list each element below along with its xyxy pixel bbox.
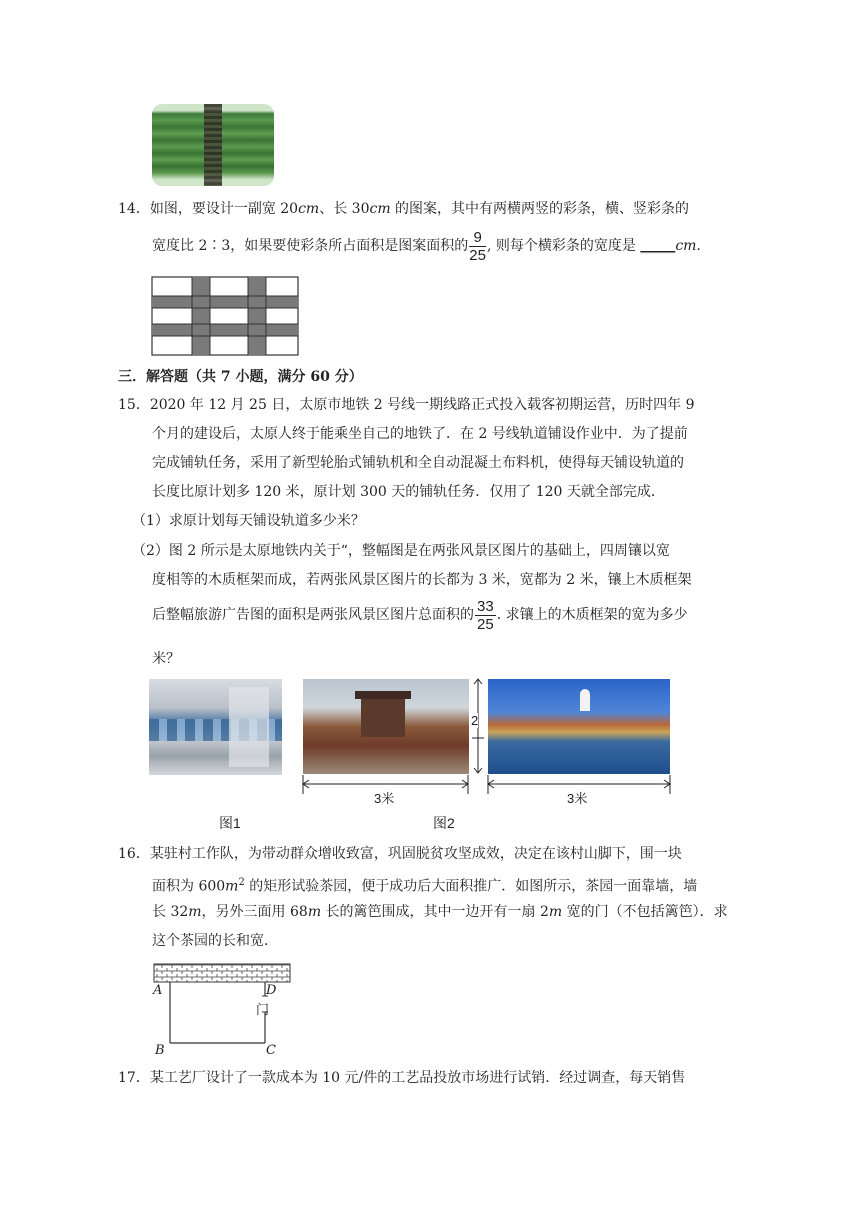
dimension-lines xyxy=(300,676,678,800)
unit-cm: cm xyxy=(298,201,320,217)
point-label-c: C xyxy=(266,1043,276,1058)
fraction-numerator: 9 xyxy=(469,229,486,247)
section-title: 三．解答题（共 7 小题，满分 60 分） xyxy=(118,369,363,385)
door-label: 门 xyxy=(256,1003,270,1018)
unit-m: m xyxy=(225,878,239,895)
cucumber-photo xyxy=(152,104,274,186)
dimension-width-label-1: 3米 xyxy=(372,788,396,807)
q16-text: ，另外三面用 68 xyxy=(201,904,308,920)
fraction-denominator: 25 xyxy=(477,615,494,633)
q15-text: 后整幅旅游广告图的面积是两张风景区图片总面积的 xyxy=(152,607,474,623)
q14-text: 宽度比 2∶3，如果要使彩条所占面积是图案面积的 xyxy=(152,238,469,254)
unit-m: m xyxy=(307,904,322,920)
q14-line1 xyxy=(118,200,689,218)
q16-line4: 这个茶园的长和宽． xyxy=(152,933,278,949)
q16-text: 的矩形试验茶园，便于成功后大面积推广．如图所示，茶园一面靠墙，墙 xyxy=(244,878,698,895)
metro-photo xyxy=(149,679,282,775)
q16-line1: 16．某驻村工作队，为带动群众增收致富，巩固脱贫攻坚成效，决定在该村山脚下，围一块 xyxy=(118,846,682,862)
q15-text: . 求镶上的木质框架的宽为多少 xyxy=(496,607,688,623)
fraction-denominator: 25 xyxy=(469,246,486,264)
q15-part2-line2: 度相等的木质框架而成，若两张风景区图片的长都为 3 米，宽都为 2 米，镶上木质框架 xyxy=(152,572,692,588)
unit-cm: cm. xyxy=(675,238,701,254)
q16-text: 长 32 xyxy=(152,904,189,920)
point-label-a: A xyxy=(153,983,163,998)
question-number: 14． xyxy=(118,201,150,217)
stripe-pattern-figure xyxy=(151,276,299,356)
q15-part2-line1: （2）图 2 所示是太原地铁内关于“，整幅图是在两张风景区图片的基础上，四周镶以宽 xyxy=(132,543,670,559)
fraction xyxy=(469,229,486,264)
q14-line2 xyxy=(152,228,701,264)
point-label-b: B xyxy=(155,1043,165,1058)
q14-text: 的图案，其中有两横两竖的彩条，横、竖彩条的 xyxy=(390,201,690,217)
superscript: 2 xyxy=(238,877,245,888)
q15-line1: 15．2020 年 12 月 25 日，太原市地铁 2 号线一期线路正式投入载客初期运营，历时四年 9 xyxy=(118,397,695,413)
dimension-height-label: 2 xyxy=(471,713,479,728)
unit-m: m xyxy=(548,904,563,920)
q15-line3: 完成铺轨任务，采用了新型轮胎式铺轨机和全自动混凝土布料机，使得每天铺设轨道的 xyxy=(152,455,684,471)
fraction-numerator: 33 xyxy=(477,597,494,615)
figure-2-label: 图2 xyxy=(433,815,455,831)
q15-line2: 个月的建设后，太原人终于能乘坐自己的地铁了．在 2 号线轨道铺设作业中．为了提前 xyxy=(152,426,688,442)
q14-text: 、长 30 xyxy=(319,201,370,217)
q15-part1: （1）求原计划每天铺设轨道多少米？ xyxy=(132,513,365,529)
q16-text: 长的篱笆围成，其中一边开有一扇 2 xyxy=(321,904,549,920)
q16-line3 xyxy=(152,903,728,921)
q15-part2-line3 xyxy=(152,597,688,633)
q15-line4: 长度比原计划多 120 米，原计划 300 天的铺轨任务．仅用了 120 天就全部完成． xyxy=(152,484,665,500)
dimension-width-label-2: 3米 xyxy=(565,788,589,807)
unit-m: m xyxy=(188,904,202,920)
fraction xyxy=(475,598,496,633)
q15-part2-line4: 米？ xyxy=(152,651,180,667)
q14-text: , 则每个横彩条的宽度是 xyxy=(486,238,636,254)
point-label-d: D xyxy=(266,983,277,998)
q16-text: 宽的门（不包括篱笆）．求 xyxy=(562,904,728,920)
q14-text: 如图，要设计一副宽 20 xyxy=(149,201,299,217)
answer-blank[interactable]: _____ xyxy=(640,238,676,254)
figure-1-label: 图1 xyxy=(219,815,241,831)
unit-cm: cm xyxy=(369,201,391,217)
q16-text: 面积为 600 xyxy=(152,878,226,895)
q16-line2 xyxy=(152,874,697,896)
q17-line1: 17．某工艺厂设计了一款成本为 10 元/件的工艺品投放市场进行试销．经过调查，每天销售 xyxy=(118,1070,686,1086)
